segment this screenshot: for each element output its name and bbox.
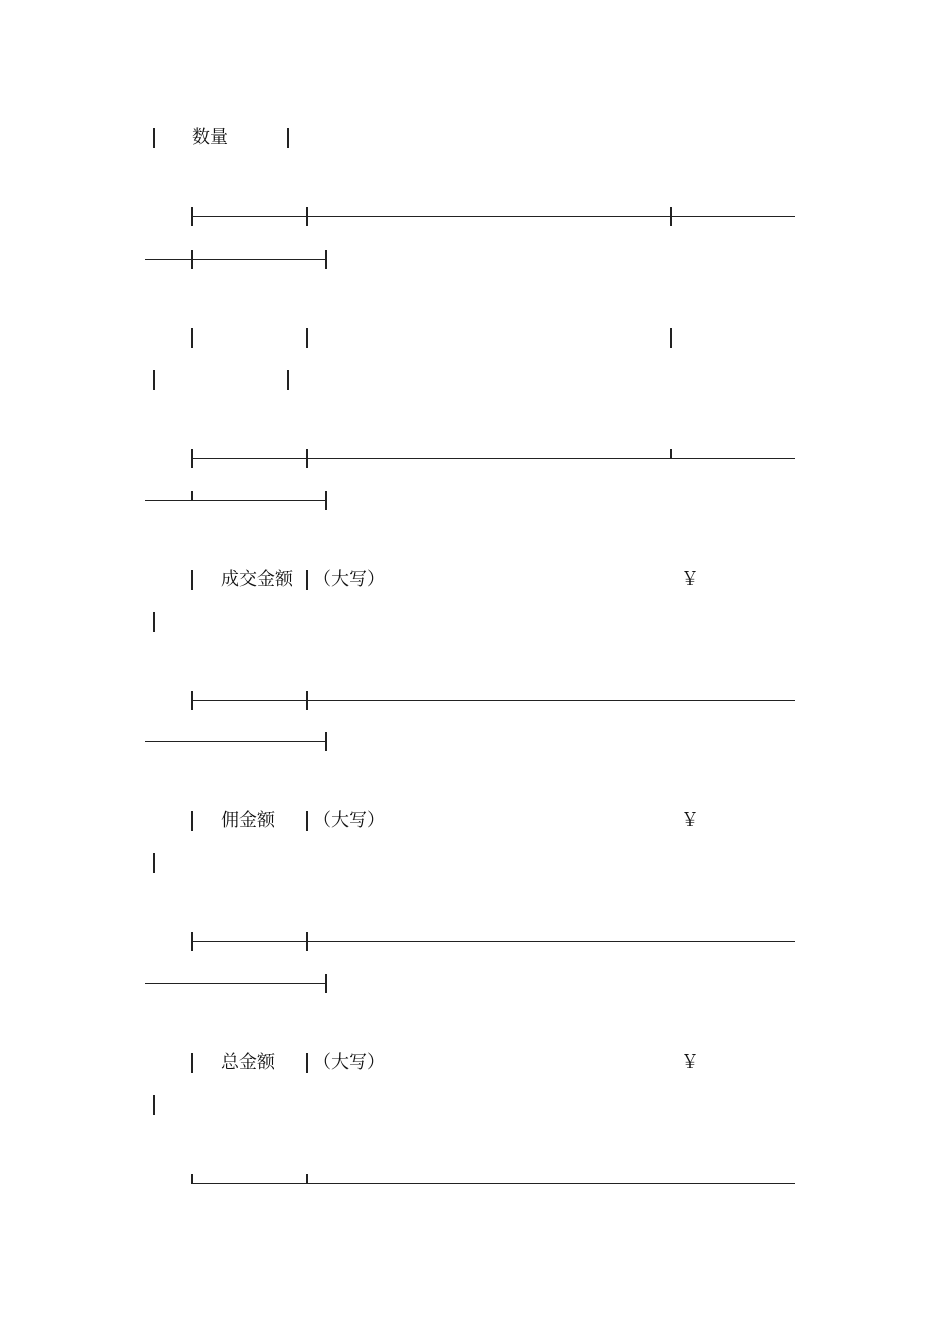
total-amount-capital-hint: （大写） [313,1052,385,1073]
table-border-right [287,370,289,390]
table-row-divider [191,216,795,217]
table-junction [191,449,193,468]
total-amount-label: 总金额 [221,1052,275,1073]
table-column-divider [306,811,308,831]
table-row-divider [145,741,326,742]
table-junction [306,1174,308,1184]
deal-amount-label: 成交金额 [221,569,293,590]
quantity-label: 数量 [192,127,228,148]
table-row-divider [145,983,326,984]
table-junction [306,691,308,710]
table-column-divider [306,570,308,590]
table-junction [306,207,308,226]
table-border-right [325,250,327,269]
table-border-left [153,612,155,632]
table-border-right [325,491,327,510]
table-row-divider [145,500,326,501]
table-junction [306,449,308,468]
table-junction [191,491,193,501]
table-border-left [191,811,193,831]
table-column-divider [670,328,672,348]
deal-amount-currency-symbol: ￥ [681,569,699,590]
table-border-left [153,853,155,873]
commission-currency-symbol: ￥ [681,810,699,831]
table-junction [191,932,193,951]
table-column-divider [306,328,308,348]
table-border-left [153,1095,155,1115]
table-border-left [153,128,155,148]
table-junction [670,449,672,459]
table-junction [191,207,193,226]
table-junction [306,932,308,951]
table-bottom-border [191,1183,795,1184]
table-border-right [325,732,327,751]
table-junction [670,207,672,226]
table-row-divider [191,700,795,701]
total-amount-currency-symbol: ￥ [681,1052,699,1073]
table-junction [191,691,193,710]
table-border-left [153,370,155,390]
table-border-right [325,974,327,993]
commission-label: 佣金额 [221,810,275,831]
table-junction [191,250,193,269]
table-row-divider [191,941,795,942]
table-border-left [191,570,193,590]
table-row-divider [191,458,795,459]
table-row-divider [145,259,326,260]
table-border-right [287,128,289,148]
commission-capital-hint: （大写） [313,810,385,831]
table-corner-bottom-left [191,1174,193,1184]
table-column-divider [306,1053,308,1073]
table-border-left [191,328,193,348]
table-border-left [191,1053,193,1073]
deal-amount-capital-hint: （大写） [313,569,385,590]
